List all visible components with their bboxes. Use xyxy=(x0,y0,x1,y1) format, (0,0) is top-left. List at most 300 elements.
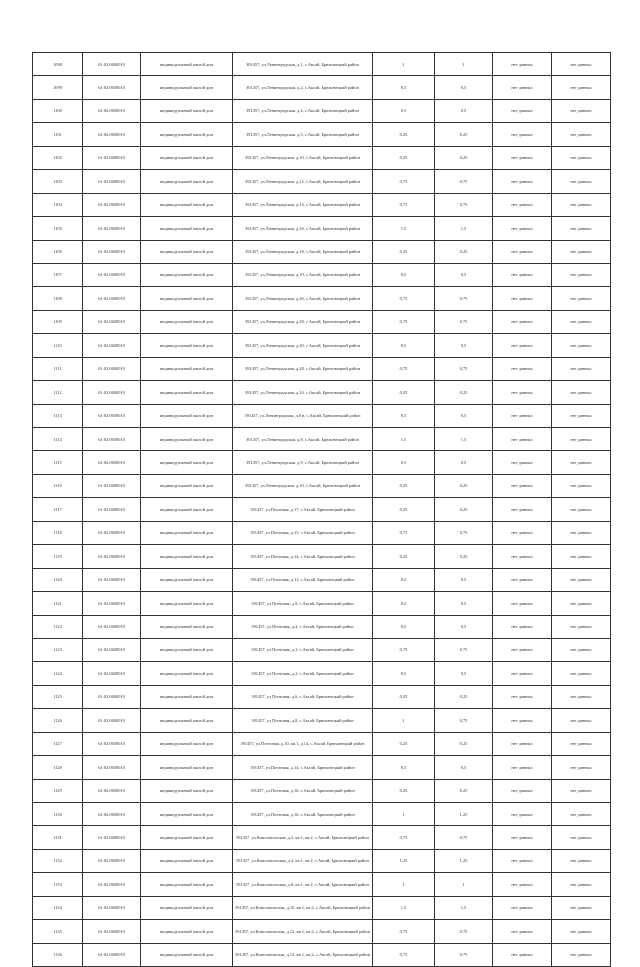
note-cell: нет данных xyxy=(552,873,611,896)
area-value-cell: 0,5 xyxy=(373,615,435,638)
area-value-cell: 0,75 xyxy=(373,170,435,193)
area-value-cell: 0,5 xyxy=(373,451,435,474)
address-cell: 391457, ул.Почтовая, д.8, с.Аксай, Брюховецкий район xyxy=(233,709,373,732)
object-type-cell: индивидуальный жилой дом xyxy=(141,873,233,896)
row-number-cell: 1107 xyxy=(33,263,83,286)
status-cell: нет данных xyxy=(493,76,552,99)
note-cell: нет данных xyxy=(552,451,611,474)
area-value-2-cell: 0,5 xyxy=(435,592,493,615)
area-value-2-cell: 1,5 xyxy=(435,896,493,919)
address-cell: 391457, ул.Почтовая, д.16, с.Аксай, Брюховецкий район xyxy=(233,779,373,802)
row-number-cell: 1104 xyxy=(33,193,83,216)
status-cell: нет данных xyxy=(493,568,552,591)
table-row xyxy=(33,592,611,615)
note-cell: нет данных xyxy=(552,826,611,849)
row-number-cell: 1106 xyxy=(33,240,83,263)
cadastral-number-cell: 61:02:0600010 xyxy=(83,123,141,146)
address-cell: 391457, ул.Ленинградская, д.5, с.Аксай, Брюховецкий район xyxy=(233,123,373,146)
area-value-2-cell: 1,25 xyxy=(435,849,493,872)
object-type-cell: индивидуальный жилой дом xyxy=(141,263,233,286)
note-cell: нет данных xyxy=(552,76,611,99)
object-type-cell: индивидуальный жилой дом xyxy=(141,287,233,310)
status-cell: нет данных xyxy=(493,193,552,216)
status-cell: нет данных xyxy=(493,803,552,826)
area-value-2-cell: 0,25 xyxy=(435,685,493,708)
address-cell: 391457, ул.Почтовая, д.14, с.Аксай, Брюховецкий район xyxy=(233,545,373,568)
row-number-cell: 1109 xyxy=(33,310,83,333)
area-value-2-cell: 0,75 xyxy=(435,920,493,943)
cadastral-number-cell: 61:02:0600010 xyxy=(83,638,141,661)
table-row xyxy=(33,662,611,685)
note-cell: нет данных xyxy=(552,756,611,779)
area-value-cell: 0,75 xyxy=(373,521,435,544)
area-value-2-cell: 0,75 xyxy=(435,357,493,380)
object-type-cell: индивидуальный жилой дом xyxy=(141,240,233,263)
object-type-cell: индивидуальный жилой дом xyxy=(141,896,233,919)
status-cell: нет данных xyxy=(493,709,552,732)
area-value-cell: 1,25 xyxy=(373,849,435,872)
cadastral-number-cell: 61:02:0600010 xyxy=(83,568,141,591)
table-row xyxy=(33,263,611,286)
address-cell: 391457, ул.Ленинградская, д.1, с.Аксай, Брюховецкий район xyxy=(233,53,373,76)
cadastral-number-cell: 61:02:0600010 xyxy=(83,592,141,615)
address-cell: 391457, ул.Почтовая, д.14, с.Аксай, Брюховецкий район xyxy=(233,756,373,779)
address-cell: 391457, ул.Ленинградская, д.9, с.Аксай, Брюховецкий район xyxy=(233,451,373,474)
area-value-cell: 0,5 xyxy=(373,76,435,99)
row-number-cell: 1132 xyxy=(33,849,83,872)
cadastral-number-cell: 61:02:0600010 xyxy=(83,357,141,380)
area-value-cell: 0,25 xyxy=(373,732,435,755)
area-value-2-cell: 1 xyxy=(435,53,493,76)
status-cell: нет данных xyxy=(493,474,552,497)
row-number-cell: 1108 xyxy=(33,287,83,310)
table-row xyxy=(33,498,611,521)
address-cell: 391457, ул.Почтовая, д.4, с.Аксай, Брюховецкий район xyxy=(233,615,373,638)
status-cell: нет данных xyxy=(493,545,552,568)
area-value-cell: 0,75 xyxy=(373,193,435,216)
table-row xyxy=(33,732,611,755)
area-value-2-cell: 0,25 xyxy=(435,123,493,146)
area-value-cell: 1 xyxy=(373,803,435,826)
area-value-cell: 0,5 xyxy=(373,404,435,427)
table-row xyxy=(33,381,611,404)
table-row xyxy=(33,193,611,216)
cadastral-number-cell: 61:02:0600010 xyxy=(83,756,141,779)
area-value-2-cell: 0,75 xyxy=(435,638,493,661)
status-cell: нет данных xyxy=(493,99,552,122)
address-cell: 391457, ул.Ленинградская, д.16, с.Аксай, Брюховецкий район xyxy=(233,217,373,240)
row-number-cell: 1101 xyxy=(33,123,83,146)
address-cell: 391457, ул.Почтовая, д.11, с.Аксай, Брюховецкий район xyxy=(233,568,373,591)
status-cell: нет данных xyxy=(493,732,552,755)
address-cell: 391457, ул.Ленинградская, д.18, с.Аксай, Брюховецкий район xyxy=(233,240,373,263)
object-type-cell: индивидуальный жилой дом xyxy=(141,193,233,216)
cadastral-number-cell: 61:02:0600010 xyxy=(83,193,141,216)
cadastral-number-cell: 61:02:0600010 xyxy=(83,170,141,193)
status-cell: нет данных xyxy=(493,592,552,615)
object-type-cell: индивидуальный жилой дом xyxy=(141,826,233,849)
status-cell: нет данных xyxy=(493,779,552,802)
object-type-cell: индивидуальный жилой дом xyxy=(141,474,233,497)
area-value-cell: 0,25 xyxy=(373,685,435,708)
note-cell: нет данных xyxy=(552,803,611,826)
status-cell: нет данных xyxy=(493,451,552,474)
status-cell: нет данных xyxy=(493,263,552,286)
table-row xyxy=(33,920,611,943)
area-value-cell: 1 xyxy=(373,873,435,896)
row-number-cell: 1127 xyxy=(33,732,83,755)
note-cell: нет данных xyxy=(552,474,611,497)
cadastral-number-cell: 61:02:0600010 xyxy=(83,873,141,896)
table-row xyxy=(33,217,611,240)
address-cell: 391457, ул.Ленинградская, д.19, с.Аксай, Брюховецкий район xyxy=(233,263,373,286)
row-number-cell: 1136 xyxy=(33,943,83,966)
area-value-2-cell: 0,75 xyxy=(435,193,493,216)
area-value-2-cell: 0,25 xyxy=(435,732,493,755)
address-cell: 391457, ул.Почтовая, д.3, с.Аксай, Брюховецкий район xyxy=(233,638,373,661)
object-type-cell: индивидуальный жилой дом xyxy=(141,779,233,802)
table-row xyxy=(33,146,611,169)
cadastral-number-cell: 61:02:0600010 xyxy=(83,310,141,333)
object-type-cell: индивидуальный жилой дом xyxy=(141,615,233,638)
cadastral-number-cell: 61:02:0600010 xyxy=(83,381,141,404)
note-cell: нет данных xyxy=(552,310,611,333)
status-cell: нет данных xyxy=(493,521,552,544)
area-value-2-cell: 0,5 xyxy=(435,99,493,122)
note-cell: нет данных xyxy=(552,428,611,451)
row-number-cell: 1098 xyxy=(33,53,83,76)
cadastral-number-cell: 61:02:0600010 xyxy=(83,709,141,732)
address-cell: 391457, ул.Ленинградская, д.28, с.Аксай, Брюховецкий район xyxy=(233,310,373,333)
area-value-2-cell: 0,5 xyxy=(435,451,493,474)
address-cell: 391457, ул.Ленинградская, д.12, с.Аксай, Брюховецкий район xyxy=(233,170,373,193)
object-type-cell: индивидуальный жилой дом xyxy=(141,592,233,615)
registry-table xyxy=(32,52,611,967)
table-row xyxy=(33,779,611,802)
address-cell: 391457, ул.Ленинградская, д.26, с.Аксай, Брюховецкий район xyxy=(233,287,373,310)
cadastral-number-cell: 61:02:0600010 xyxy=(83,920,141,943)
row-number-cell: 1122 xyxy=(33,615,83,638)
row-number-cell: 1131 xyxy=(33,826,83,849)
area-value-2-cell: 1,5 xyxy=(435,428,493,451)
row-number-cell: 1123 xyxy=(33,638,83,661)
area-value-cell: 0,75 xyxy=(373,357,435,380)
table-row xyxy=(33,943,611,966)
cadastral-number-cell: 61:02:0600010 xyxy=(83,521,141,544)
area-value-cell: 0,25 xyxy=(373,474,435,497)
address-cell: 391457, ул.Комсомольская, д.2, кв.1, кв.2, с.Аксай, Брюховецкий район xyxy=(233,826,373,849)
address-cell: 391457, ул.Почтовая, д.2, с.Аксай, Брюховецкий район xyxy=(233,662,373,685)
object-type-cell: индивидуальный жилой дом xyxy=(141,123,233,146)
area-value-cell: 0,75 xyxy=(373,638,435,661)
area-value-2-cell: 0,75 xyxy=(435,943,493,966)
area-value-2-cell: 0,25 xyxy=(435,381,493,404)
area-value-cell: 0,25 xyxy=(373,240,435,263)
status-cell: нет данных xyxy=(493,498,552,521)
table-row xyxy=(33,545,611,568)
area-value-2-cell: 0,75 xyxy=(435,287,493,310)
area-value-cell: 1 xyxy=(373,709,435,732)
status-cell: нет данных xyxy=(493,849,552,872)
area-value-cell: 1,5 xyxy=(373,896,435,919)
cadastral-number-cell: 61:02:0600010 xyxy=(83,849,141,872)
registry-table-body xyxy=(33,53,611,967)
address-cell: 391457, ул.Почтовая, д.16, с.Аксай, Брюховецкий район xyxy=(233,803,373,826)
row-number-cell: 1128 xyxy=(33,756,83,779)
area-value-2-cell: 0,75 xyxy=(435,826,493,849)
status-cell: нет данных xyxy=(493,896,552,919)
cadastral-number-cell: 61:02:0600010 xyxy=(83,498,141,521)
area-value-2-cell: 0,5 xyxy=(435,263,493,286)
table-row xyxy=(33,357,611,380)
area-value-2-cell: 0,5 xyxy=(435,756,493,779)
area-value-2-cell: 0,5 xyxy=(435,76,493,99)
address-cell: 391457, ул.Комсомольская, д.6, кв.1, кв.2, с.Аксай, Брюховецкий район xyxy=(233,873,373,896)
note-cell: нет данных xyxy=(552,99,611,122)
note-cell: нет данных xyxy=(552,638,611,661)
table-row xyxy=(33,99,611,122)
address-cell: 391457, ул.Почтовая, д.6, с.Аксай, Брюховецкий район xyxy=(233,685,373,708)
row-number-cell: 1124 xyxy=(33,662,83,685)
table-row xyxy=(33,451,611,474)
note-cell: нет данных xyxy=(552,662,611,685)
row-number-cell: 1118 xyxy=(33,521,83,544)
area-value-2-cell: 0,75 xyxy=(435,521,493,544)
row-number-cell: 1100 xyxy=(33,99,83,122)
cadastral-number-cell: 61:02:0600010 xyxy=(83,53,141,76)
status-cell: нет данных xyxy=(493,615,552,638)
status-cell: нет данных xyxy=(493,826,552,849)
area-value-cell: 0,5 xyxy=(373,662,435,685)
object-type-cell: индивидуальный жилой дом xyxy=(141,732,233,755)
object-type-cell: индивидуальный жилой дом xyxy=(141,381,233,404)
area-value-cell: 0,25 xyxy=(373,146,435,169)
address-cell: 391457, ул.Ленинградская, д.6 в, с.Аксай, Брюховецкий район xyxy=(233,404,373,427)
area-value-2-cell: 0,75 xyxy=(435,170,493,193)
area-value-cell: 1,5 xyxy=(373,428,435,451)
area-value-2-cell: 0,5 xyxy=(435,662,493,685)
table-row xyxy=(33,287,611,310)
note-cell: нет данных xyxy=(552,779,611,802)
row-number-cell: 1135 xyxy=(33,920,83,943)
area-value-cell: 0,5 xyxy=(373,756,435,779)
note-cell: нет данных xyxy=(552,123,611,146)
row-number-cell: 1117 xyxy=(33,498,83,521)
cadastral-number-cell: 61:02:0600010 xyxy=(83,99,141,122)
area-value-2-cell: 1,25 xyxy=(435,803,493,826)
cadastral-number-cell: 61:02:0600010 xyxy=(83,545,141,568)
address-cell: 391457, ул.Ленинградская, д.30, с.Аксай, Брюховецкий район xyxy=(233,334,373,357)
address-cell: 391457, ул.Ленинградская, д.10, с.Аксай, Брюховецкий район xyxy=(233,474,373,497)
status-cell: нет данных xyxy=(493,240,552,263)
cadastral-number-cell: 61:02:0600010 xyxy=(83,779,141,802)
area-value-cell: 0,5 xyxy=(373,263,435,286)
area-value-2-cell: 0,5 xyxy=(435,615,493,638)
area-value-cell: 0,25 xyxy=(373,498,435,521)
address-cell: 391457, ул.Почтовая, д.10, кв.1, д.14, с.Аксай, Брюховецкий район xyxy=(233,732,373,755)
table-row xyxy=(33,849,611,872)
table-row xyxy=(33,521,611,544)
area-value-cell: 0,5 xyxy=(373,334,435,357)
address-cell: 391457, ул.Ленинградская, д.8, с.Аксай, Брюховецкий район xyxy=(233,428,373,451)
status-cell: нет данных xyxy=(493,123,552,146)
area-value-cell: 1 xyxy=(373,53,435,76)
note-cell: нет данных xyxy=(552,381,611,404)
note-cell: нет данных xyxy=(552,615,611,638)
area-value-2-cell: 0,5 xyxy=(435,404,493,427)
object-type-cell: индивидуальный жилой дом xyxy=(141,146,233,169)
note-cell: нет данных xyxy=(552,732,611,755)
table-row xyxy=(33,240,611,263)
note-cell: нет данных xyxy=(552,263,611,286)
address-cell: 391457, ул.Ленинградская, д.14, с.Аксай, Брюховецкий район xyxy=(233,193,373,216)
note-cell: нет данных xyxy=(552,849,611,872)
table-row xyxy=(33,896,611,919)
area-value-2-cell: 0,25 xyxy=(435,545,493,568)
cadastral-number-cell: 61:02:0600010 xyxy=(83,943,141,966)
status-cell: нет данных xyxy=(493,170,552,193)
table-row xyxy=(33,709,611,732)
row-number-cell: 1111 xyxy=(33,357,83,380)
area-value-cell: 0,5 xyxy=(373,568,435,591)
area-value-cell: 0,5 xyxy=(373,99,435,122)
area-value-2-cell: 0,25 xyxy=(435,779,493,802)
address-cell: 391457, ул.Почтовая, д.17, с.Аксай, Брюховецкий район xyxy=(233,498,373,521)
table-row xyxy=(33,123,611,146)
area-value-cell: 0,25 xyxy=(373,545,435,568)
object-type-cell: индивидуальный жилой дом xyxy=(141,310,233,333)
area-value-2-cell: 1 xyxy=(435,873,493,896)
object-type-cell: индивидуальный жилой дом xyxy=(141,428,233,451)
area-value-2-cell: 0,25 xyxy=(435,240,493,263)
row-number-cell: 1133 xyxy=(33,873,83,896)
status-cell: нет данных xyxy=(493,357,552,380)
row-number-cell: 1110 xyxy=(33,334,83,357)
cadastral-number-cell: 61:02:0600010 xyxy=(83,404,141,427)
object-type-cell: индивидуальный жилой дом xyxy=(141,357,233,380)
note-cell: нет данных xyxy=(552,146,611,169)
object-type-cell: индивидуальный жилой дом xyxy=(141,662,233,685)
note-cell: нет данных xyxy=(552,545,611,568)
address-cell: 391457, ул.Ленинградская, д.2, с.Аксай, Брюховецкий район xyxy=(233,76,373,99)
cadastral-number-cell: 61:02:0600010 xyxy=(83,662,141,685)
object-type-cell: индивидуальный жилой дом xyxy=(141,568,233,591)
area-value-2-cell: 0,75 xyxy=(435,310,493,333)
cadastral-number-cell: 61:02:0600010 xyxy=(83,217,141,240)
area-value-2-cell: 0,75 xyxy=(435,709,493,732)
table-row xyxy=(33,76,611,99)
area-value-cell: 0,75 xyxy=(373,943,435,966)
note-cell: нет данных xyxy=(552,521,611,544)
note-cell: нет данных xyxy=(552,53,611,76)
note-cell: нет данных xyxy=(552,896,611,919)
address-cell: 391457, ул.Комсомольская, д.12, кв.1, кв.2, с.Аксай, Брюховецкий район xyxy=(233,920,373,943)
object-type-cell: индивидуальный жилой дом xyxy=(141,685,233,708)
row-number-cell: 1126 xyxy=(33,709,83,732)
note-cell: нет данных xyxy=(552,217,611,240)
note-cell: нет данных xyxy=(552,170,611,193)
note-cell: нет данных xyxy=(552,334,611,357)
table-row xyxy=(33,474,611,497)
row-number-cell: 1134 xyxy=(33,896,83,919)
note-cell: нет данных xyxy=(552,404,611,427)
address-cell: 391457, ул.Комсомольская, д.12, кв.1, кв.2, с.Аксай, Брюховецкий район xyxy=(233,943,373,966)
row-number-cell: 1102 xyxy=(33,146,83,169)
area-value-cell: 0,75 xyxy=(373,920,435,943)
object-type-cell: индивидуальный жилой дом xyxy=(141,498,233,521)
row-number-cell: 1116 xyxy=(33,474,83,497)
status-cell: нет данных xyxy=(493,428,552,451)
note-cell: нет данных xyxy=(552,920,611,943)
cadastral-number-cell: 61:02:0600010 xyxy=(83,263,141,286)
status-cell: нет данных xyxy=(493,756,552,779)
note-cell: нет данных xyxy=(552,240,611,263)
status-cell: нет данных xyxy=(493,146,552,169)
status-cell: нет данных xyxy=(493,920,552,943)
status-cell: нет данных xyxy=(493,662,552,685)
object-type-cell: индивидуальный жилой дом xyxy=(141,545,233,568)
row-number-cell: 1121 xyxy=(33,592,83,615)
object-type-cell: индивидуальный жилой дом xyxy=(141,99,233,122)
row-number-cell: 1099 xyxy=(33,76,83,99)
cadastral-number-cell: 61:02:0600010 xyxy=(83,76,141,99)
row-number-cell: 1125 xyxy=(33,685,83,708)
cadastral-number-cell: 61:02:0600010 xyxy=(83,287,141,310)
object-type-cell: индивидуальный жилой дом xyxy=(141,638,233,661)
status-cell: нет данных xyxy=(493,381,552,404)
status-cell: нет данных xyxy=(493,334,552,357)
address-cell: 391457, ул.Ленинградская, д.34, с.Аксай, Брюховецкий район xyxy=(233,381,373,404)
row-number-cell: 1120 xyxy=(33,568,83,591)
note-cell: нет данных xyxy=(552,943,611,966)
area-value-2-cell: 0,5 xyxy=(435,334,493,357)
object-type-cell: индивидуальный жилой дом xyxy=(141,76,233,99)
status-cell: нет данных xyxy=(493,217,552,240)
cadastral-number-cell: 61:02:0600010 xyxy=(83,240,141,263)
status-cell: нет данных xyxy=(493,685,552,708)
table-row xyxy=(33,310,611,333)
area-value-cell: 0,25 xyxy=(373,779,435,802)
address-cell: 391457, ул.Комсомольская, д.4, кв.1, кв.2, с.Аксай, Брюховецкий район xyxy=(233,849,373,872)
area-value-2-cell: 0,25 xyxy=(435,474,493,497)
table-row xyxy=(33,615,611,638)
address-cell: 391457, ул.Комсомольская, д.10, кв.1, кв.2, с.Аксай, Брюховецкий район xyxy=(233,896,373,919)
table-row xyxy=(33,53,611,76)
object-type-cell: индивидуальный жилой дом xyxy=(141,170,233,193)
row-number-cell: 1112 xyxy=(33,381,83,404)
table-row xyxy=(33,756,611,779)
status-cell: нет данных xyxy=(493,310,552,333)
table-row xyxy=(33,685,611,708)
cadastral-number-cell: 61:02:0600010 xyxy=(83,428,141,451)
area-value-cell: 0,75 xyxy=(373,310,435,333)
note-cell: нет данных xyxy=(552,709,611,732)
area-value-2-cell: 0,25 xyxy=(435,498,493,521)
table-row xyxy=(33,826,611,849)
status-cell: нет данных xyxy=(493,873,552,896)
address-cell: 391457, ул.Ленинградская, д.28, с.Аксай, Брюховецкий район xyxy=(233,357,373,380)
row-number-cell: 1129 xyxy=(33,779,83,802)
table-row xyxy=(33,334,611,357)
note-cell: нет данных xyxy=(552,357,611,380)
area-value-cell: 0,25 xyxy=(373,123,435,146)
object-type-cell: индивидуальный жилой дом xyxy=(141,451,233,474)
note-cell: нет данных xyxy=(552,568,611,591)
row-number-cell: 1119 xyxy=(33,545,83,568)
row-number-cell: 1103 xyxy=(33,170,83,193)
note-cell: нет данных xyxy=(552,287,611,310)
area-value-cell: 0,25 xyxy=(373,381,435,404)
